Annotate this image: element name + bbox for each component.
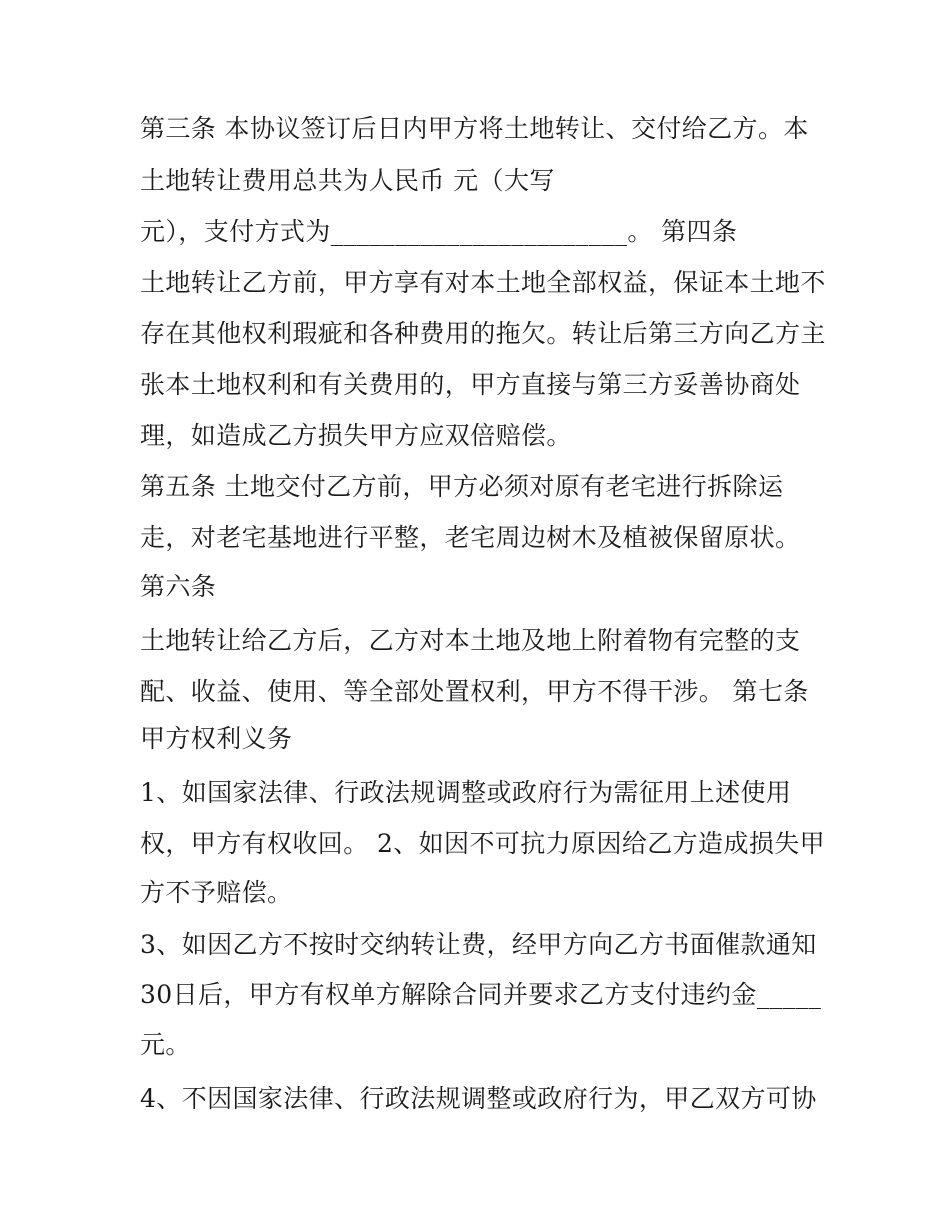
text-line: 3、如因乙方不按时交纳转让费，经甲方向乙方书面催款通知 bbox=[140, 930, 817, 959]
text-line: 方不予赔偿。 bbox=[140, 878, 293, 907]
text-line: 理，如造成乙方损失甲方应双倍赔偿。 bbox=[140, 421, 572, 450]
text-line: 甲方权利义务 bbox=[140, 724, 293, 753]
text-line: 配、收益、使用、等全部处置权利，甲方不得干涉。 第七条 bbox=[140, 677, 809, 706]
text-line: 走，对老宅基地进行平整，老宅周边树木及植被保留原状。 bbox=[140, 523, 801, 552]
text-line: 第三条 本协议签订后日内甲方将土地转让、交付给乙方。本 bbox=[140, 114, 809, 143]
text-line: 第五条 土地交付乙方前，甲方必须对原有老宅进行拆除运 bbox=[140, 472, 784, 501]
text-line: 元。 bbox=[140, 1030, 191, 1059]
text-line: 土地转让乙方前，甲方享有对本土地全部权益，保证本土地不 bbox=[140, 268, 826, 297]
text-line: 存在其他权利瑕疵和各种费用的拖欠。转让后第三方向乙方主 bbox=[140, 319, 826, 348]
text-line: 张本土地权利和有关费用的，甲方直接与第三方妥善协商处 bbox=[140, 370, 801, 399]
text-line: 土地转让费用总共为人民币 元（大写 bbox=[140, 166, 555, 195]
text-line: 4、不因国家法律、行政法规调整或政府行为，甲乙双方可协 bbox=[140, 1084, 817, 1113]
text-line: 1、如国家法律、行政法规调整或政府行为需征用上述使用 bbox=[140, 778, 792, 807]
text-line: 权，甲方有权收回。 2、如因不可抗力原因给乙方造成损失甲 bbox=[140, 829, 826, 858]
text-line: 第六条 bbox=[140, 572, 217, 601]
text-line: 元），支付方式为_______________________。 第四条 bbox=[140, 217, 738, 246]
text-line: 30日后，甲方有权单方解除合同并要求乙方支付违约金_____ bbox=[140, 980, 822, 1009]
text-line: 土地转让给乙方后，乙方对本土地及地上附着物有完整的支 bbox=[140, 626, 801, 655]
